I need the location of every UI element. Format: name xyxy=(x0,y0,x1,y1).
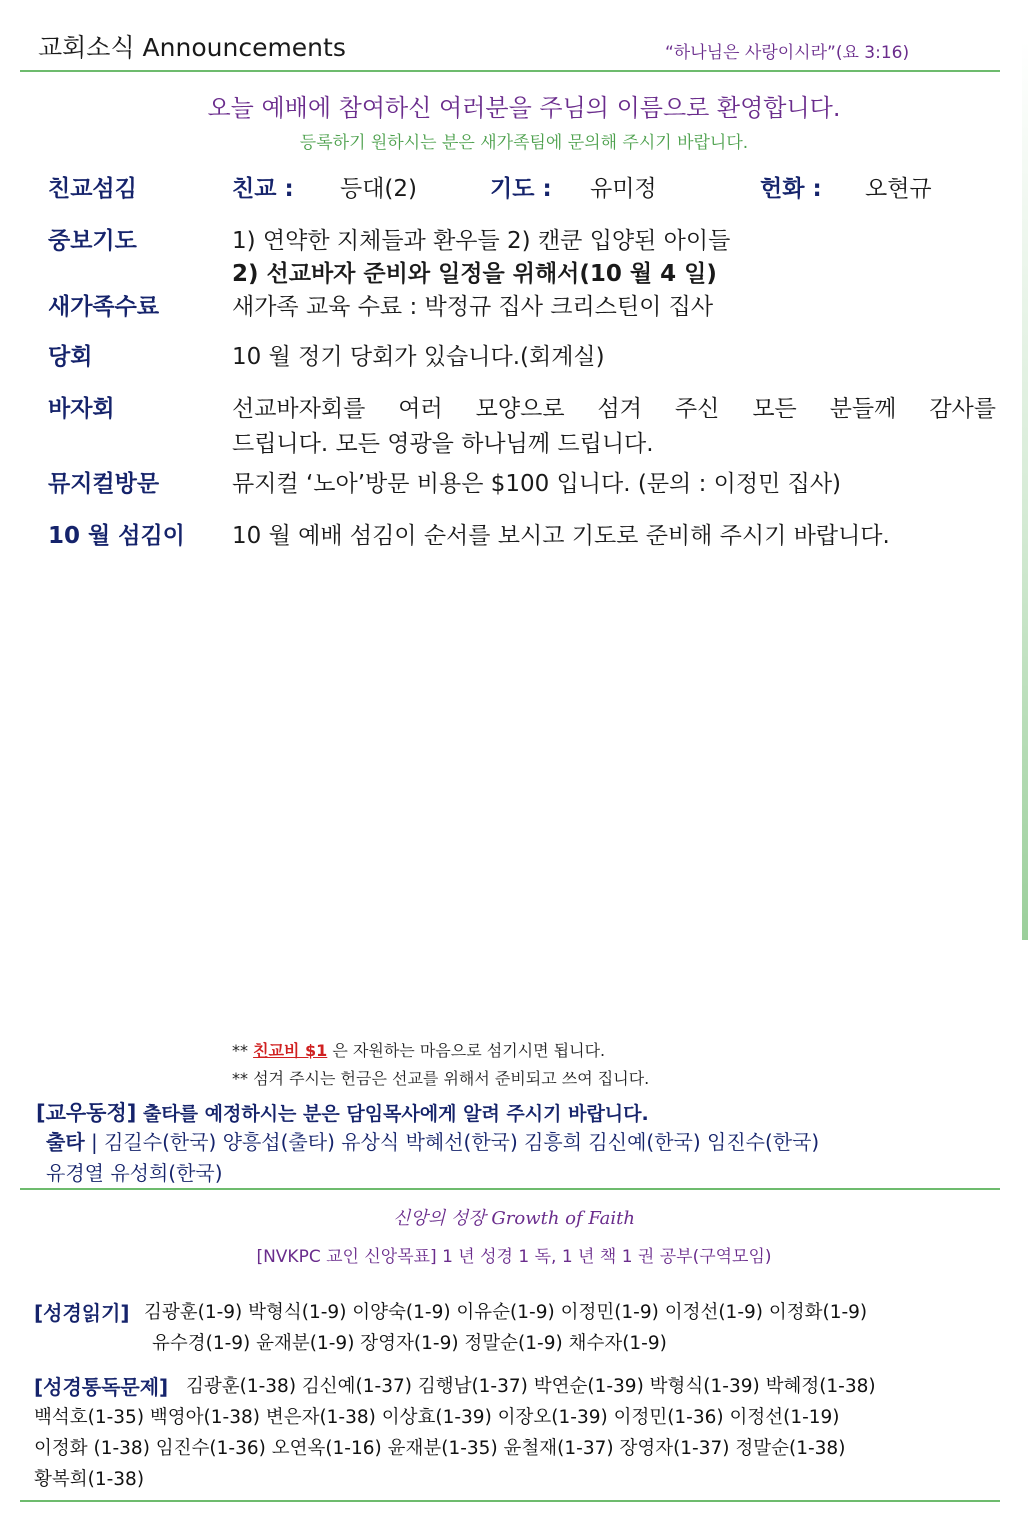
welcome-subtext: 등록하기 원하시는 분은 새가족팀에 문의해 주시기 바랍니다. xyxy=(299,133,749,153)
october-label: 10 월 섬김이 xyxy=(48,523,185,549)
intercession-label: 중보기도 xyxy=(48,228,137,254)
newcomer-label: 새가족수료 xyxy=(48,294,160,320)
member-news-instruction: 출타를 예정하시는 분은 담임목사에게 알려 주시기 바랍니다. xyxy=(142,1103,649,1125)
fellowship-offering-value: 오현규 xyxy=(865,176,932,202)
fellowship-label: 친교섬김 xyxy=(48,176,137,202)
session-label: 당회 xyxy=(48,344,93,370)
october-text: 10 월 예배 섬김이 순서를 보시고 기도로 준비해 주시기 바랍니다. xyxy=(232,523,890,549)
note-line-2: ** 섬겨 주시는 헌금은 선교를 위해서 준비되고 쓰여 집니다. xyxy=(232,1069,650,1088)
bazaar-line-1: 선교바자회를 여러 모양으로 섬겨 주신 모든 분들께 감사를 xyxy=(232,396,996,422)
member-news-title: [교우동정] xyxy=(36,1101,137,1125)
header-divider xyxy=(20,70,1000,72)
side-decoration xyxy=(1022,40,1028,940)
welcome-message: 오늘 예배에 참여하신 여러분을 주님의 이름으로 환영합니다. xyxy=(207,94,841,122)
bible-quiz-line-3: 이정화 (1-38) 임진수(1-36) 오연옥(1-16) 윤재분(1-35) 윤철재(1-37) 장영자(1-37) 정말순(1-38) xyxy=(34,1438,846,1459)
member-news-heading xyxy=(36,1097,649,1127)
member-news-line-2: 유경열 유성희(한국) xyxy=(46,1161,223,1185)
intercession-line-1: 1) 연약한 지체들과 환우들 2) 캔쿤 입양된 아이들 xyxy=(232,228,731,254)
fellowship-fee-link[interactable]: 친교비 $1 xyxy=(253,1041,328,1060)
growth-goal: [NVKPC 교인 신앙목표] 1 년 성경 1 독, 1 년 책 1 권 공부(구역모임) xyxy=(256,1247,772,1267)
growth-title: 신앙의 성장 Growth of Faith xyxy=(393,1208,635,1229)
page-title: 교회소식 Announcements xyxy=(38,33,346,62)
note-prefix: ** xyxy=(232,1041,248,1060)
bazaar-line-2: 드립니다. 모든 영광을 하나님께 드립니다. xyxy=(232,431,654,457)
header-verse: “하나님은 사랑이시라”(요 3:16) xyxy=(665,43,910,63)
fellowship-offering-label: 헌화 : xyxy=(760,176,822,202)
bible-quiz-line-4: 황복희(1-38) xyxy=(34,1469,145,1490)
bible-reading-label: [성경읽기] xyxy=(34,1301,130,1325)
section-divider xyxy=(20,1188,1000,1190)
travel-separator: | xyxy=(91,1130,98,1154)
note-line-1-text: 은 자원하는 마음으로 섬기시면 됩니다. xyxy=(327,1041,606,1060)
bible-reading-line-2: 유수경(1-9) 윤재분(1-9) 장영자(1-9) 정말순(1-9) 채수자(1-9) xyxy=(152,1333,667,1354)
fellowship-prayer-label: 기도 : xyxy=(490,176,552,202)
footer-divider xyxy=(20,1500,1000,1502)
fellowship-prayer-value: 유미정 xyxy=(590,176,657,202)
musical-text: 뮤지컬 ‘노아’방문 비용은 $100 입니다. (문의 : 이정민 집사) xyxy=(232,471,842,497)
bible-quiz-label: [성경통독문제] xyxy=(34,1375,169,1399)
musical-label: 뮤지컬방문 xyxy=(48,471,160,497)
fellowship-host-label: 친교 : xyxy=(232,176,294,202)
travel-list-1: 김길수(한국) 양흥섭(출타) 유상식 박혜선(한국) 김흥희 김신예(한국) 임진수(한국) xyxy=(104,1130,820,1154)
session-text: 10 월 정기 당회가 있습니다.(회계실) xyxy=(232,344,605,370)
bible-quiz-line-1: 김광훈(1-38) 김신예(1-37) 김행남(1-37) 박연순(1-39) 박형식(1-39) 박혜정(1-38) xyxy=(186,1376,876,1397)
member-news-line-1 xyxy=(46,1126,819,1155)
fellowship-host-value: 등대(2) xyxy=(340,176,418,202)
bible-reading-line-1: 김광훈(1-9) 박형식(1-9) 이양숙(1-9) 이유순(1-9) 이정민(1-9) 이정선(1-9) 이정화(1-9) xyxy=(144,1302,868,1323)
travel-label: 출타 xyxy=(46,1130,85,1154)
bazaar-label: 바자회 xyxy=(48,396,115,422)
bible-quiz-line-2: 백석호(1-35) 백영아(1-38) 변은자(1-38) 이상효(1-39) 이장오(1-39) 이정민(1-36) 이정선(1-19) xyxy=(34,1407,840,1428)
intercession-line-2: 2) 선교바자 준비와 일정을 위해서(10 월 4 일) xyxy=(232,261,717,287)
newcomer-text: 새가족 교육 수료 : 박정규 집사 크리스틴이 집사 xyxy=(232,294,714,320)
note-line-1 xyxy=(232,1038,605,1061)
